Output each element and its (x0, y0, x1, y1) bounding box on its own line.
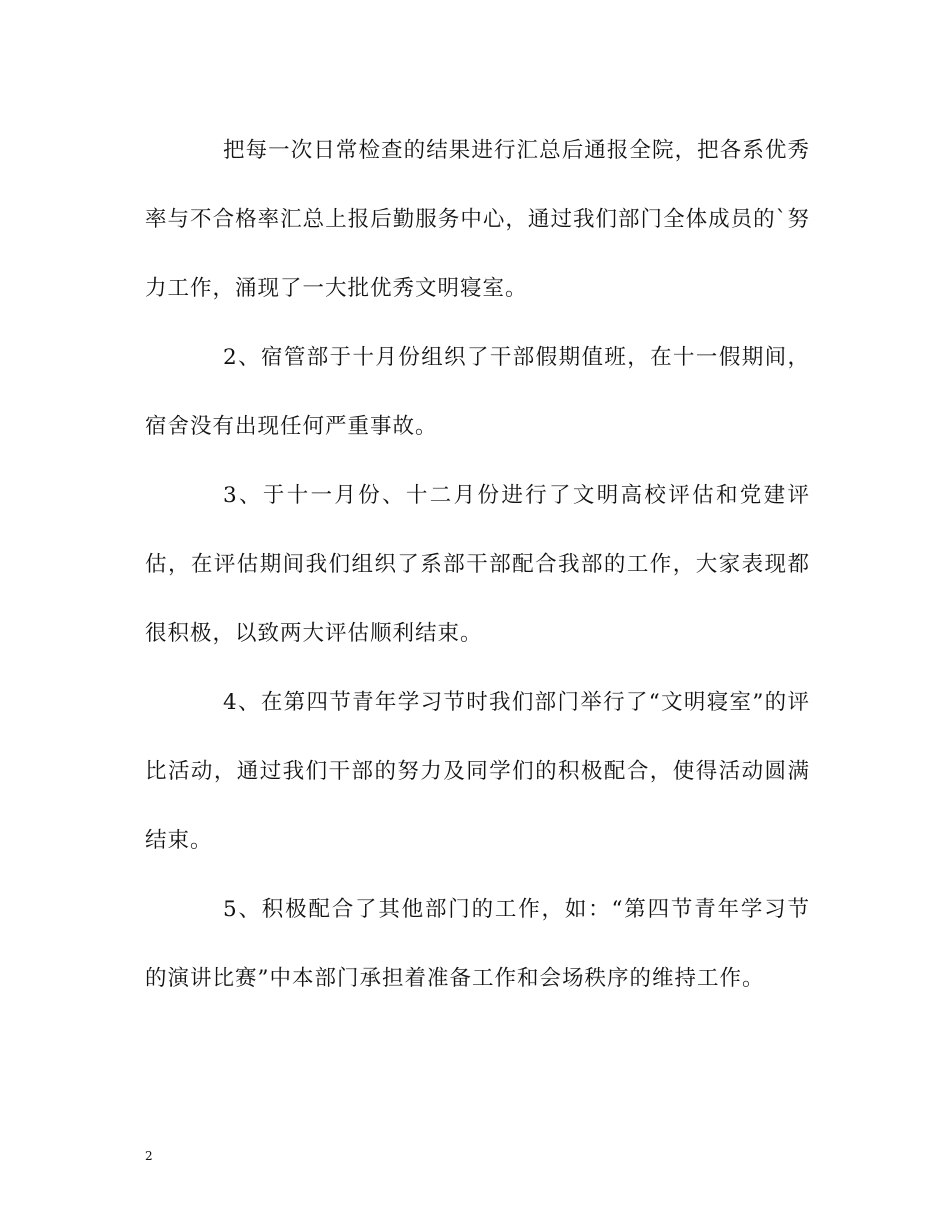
paragraph-2: 2、宿管部于十月份组织了干部假期值班，在十一假期间，宿舍没有出现任何严重事故。 (145, 345, 810, 439)
paragraph-3: 3、于十一月份、十二月份进行了文明高校评估和党建评估，在评估期间我们组织了系部干部配合我部的工作，大家表现都很积极，以致两大评估顺利结束。 (145, 483, 810, 646)
page-number: 2 (145, 1149, 153, 1163)
paragraph-5: 5、积极配合了其他部门的工作，如：“第四节青年学习节的演讲比赛”中本部门承担着准备工作和会场秩序的维持工作。 (145, 897, 810, 991)
paragraph-1: 把每一次日常检查的结果进行汇总后通报全院，把各系优秀率与不合格率汇总上报后勤服务中心，通过我们部门全体成员的`努力工作，涌现了一大批优秀文明寝室。 (145, 138, 810, 301)
paragraph-4: 4、在第四节青年学习节时我们部门举行了“文明寝室”的评比活动，通过我们干部的努力及同学们的积极配合，使得活动圆满结束。 (145, 690, 810, 853)
document-body (145, 116, 810, 1013)
